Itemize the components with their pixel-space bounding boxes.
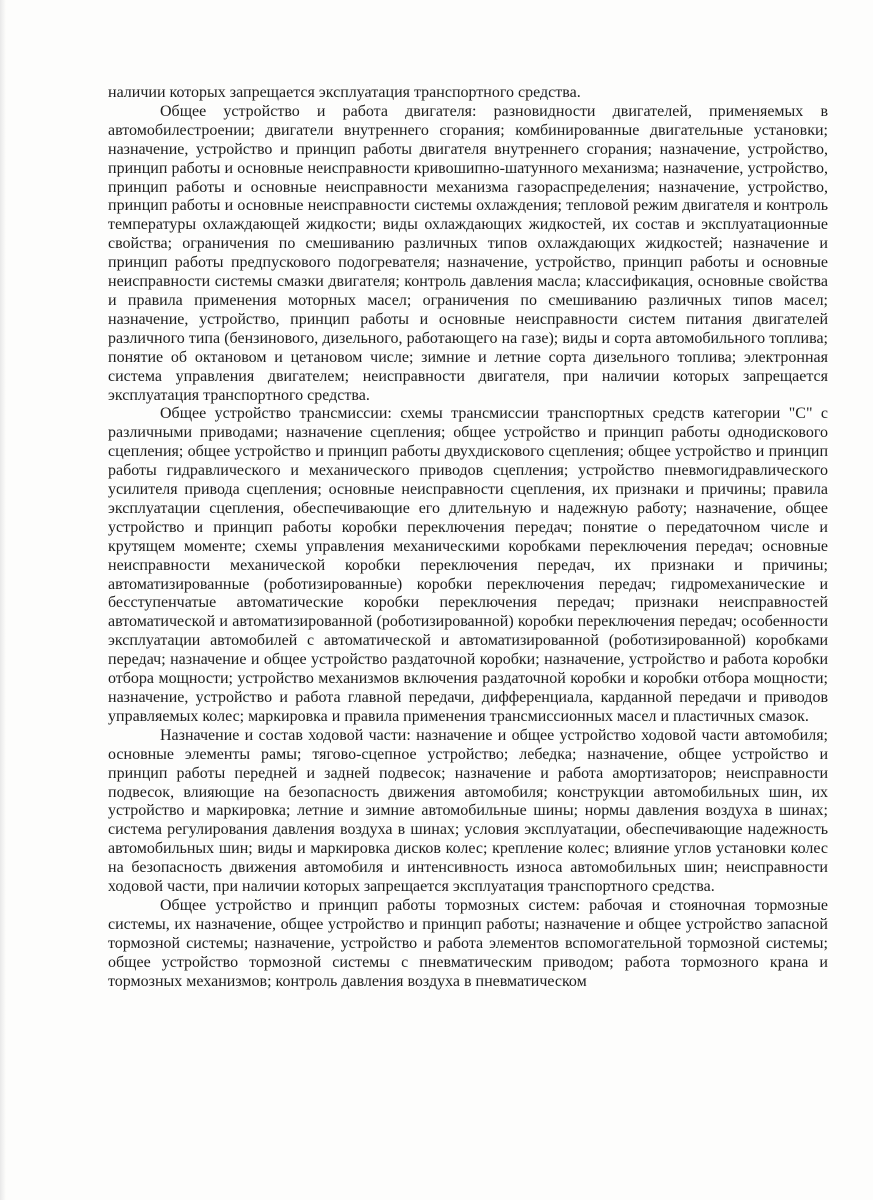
document-body <box>108 84 828 992</box>
paragraph-chassis: Назначение и состав ходовой части: назначение и общее устройство ходовой части автомобиля; основные элементы рамы; тягово-сцепное устройство; лебедка; назначение, общее устройство и принцип работы передней и задней подвесок; назначение и работа амортизаторов; неисправности подвесок, влияющие на безопасность движения автомобиля; конструкции автомобильных шин, их устройство и маркировка; летние и зимние автомобильные шины; нормы давления воздуха в шинах; система регулирования давления воздуха в шинах; условия эксплуатации, обеспечивающие надежность автомобильных шин; виды и маркировка дисков колес; крепление колес; влияние углов установки колес на безопасность движения автомобиля и интенсивность износа автомобильных шин; неисправности ходовой части, при наличии которых запрещается эксплуатация транспортного средства. <box>108 726 828 896</box>
paragraph-brakes: Общее устройство и принцип работы тормозных систем: рабочая и стояночная тормозные системы, их назначение, общее устройство и принцип работы; назначение и общее устройство запасной тормозной системы; назначение, устройство и работа элементов вспомогательной тормозной системы; общее устройство тормозной системы с пневматическим приводом; работа тормозного крана и тормозных механизмов; контроль давления воздуха в пневматическом <box>108 896 828 990</box>
paragraph-engine: Общее устройство и работа двигателя: разновидности двигателей, применяемых в автомобилестроении; двигатели внутреннего сгорания; комбинированные двигательные установки; назначение, устройство и принцип работы двигателя внутреннего сгорания; назначение, устройство, принцип работы и основные неисправности кривошипно-шатунного механизма; назначение, устройство, принцип работы и основные неисправности механизма газораспределения; назначение, устройство, принцип работы и основные неисправности системы охлаждения; тепловой режим двигателя и контроль температуры охлаждающей жидкости; виды охлаждающих жидкостей, их состав и эксплуатационные свойства; ограничения по смешиванию различных типов охлаждающих жидкостей; назначение и принцип работы предпускового подогревателя; назначение, устройство, принцип работы и основные неисправности системы смазки двигателя; контроль давления масла; классификация, основные свойства и правила применения моторных масел; ограничения по смешиванию различных типов масел; назначение, устройство, принцип работы и основные неисправности систем питания двигателей различного типа (бензинового, дизельного, работающего на газе); виды и сорта автомобильного топлива; понятие об октановом и цетановом числе; зимние и летние сорта дизельного топлива; электронная система управления двигателем; неисправности двигателя, при наличии которых запрещается эксплуатация транспортного средства. <box>108 102 828 404</box>
paragraph-continuation: наличии которых запрещается эксплуатация транспортного средства. <box>108 84 581 101</box>
scan-edge-shadow <box>0 0 6 1200</box>
paragraph-transmission: Общее устройство трансмиссии: схемы трансмиссии транспортных средств категории "C" с различными приводами; назначение сцепления; общее устройство и принцип работы однодискового сцепления; общее устройство и принцип работы двухдискового сцепления; общее устройство и принцип работы гидравлического и механического приводов сцепления; устройство пневмогидравлического усилителя привода сцепления; основные неисправности сцепления, их признаки и причины; правила эксплуатации сцепления, обеспечивающие его длительную и надежную работу; назначение, общее устройство и принцип работы коробки переключения передач; понятие о передаточном числе и крутящем моменте; схемы управления механическими коробками переключения передач; основные неисправности механической коробки переключения передач, их признаки и причины; автоматизированные (роботизированные) коробки переключения передач; гидромеханические и бесступенчатые автоматические коробки переключения передач; признаки неисправностей автоматической и автоматизированной (роботизированной) коробки переключения передач; особенности эксплуатации автомобилей с автоматической и автоматизированной (роботизированной) коробками передач; назначение и общее устройство раздаточной коробки; назначение, устройство и работа коробки отбора мощности; устройство механизмов включения раздаточной коробки и коробки отбора мощности; назначение, устройство и работа главной передачи, дифференциала, карданной передачи и приводов управляемых колес; маркировка и правила применения трансмиссионных масел и пластичных смазок. <box>108 405 828 725</box>
